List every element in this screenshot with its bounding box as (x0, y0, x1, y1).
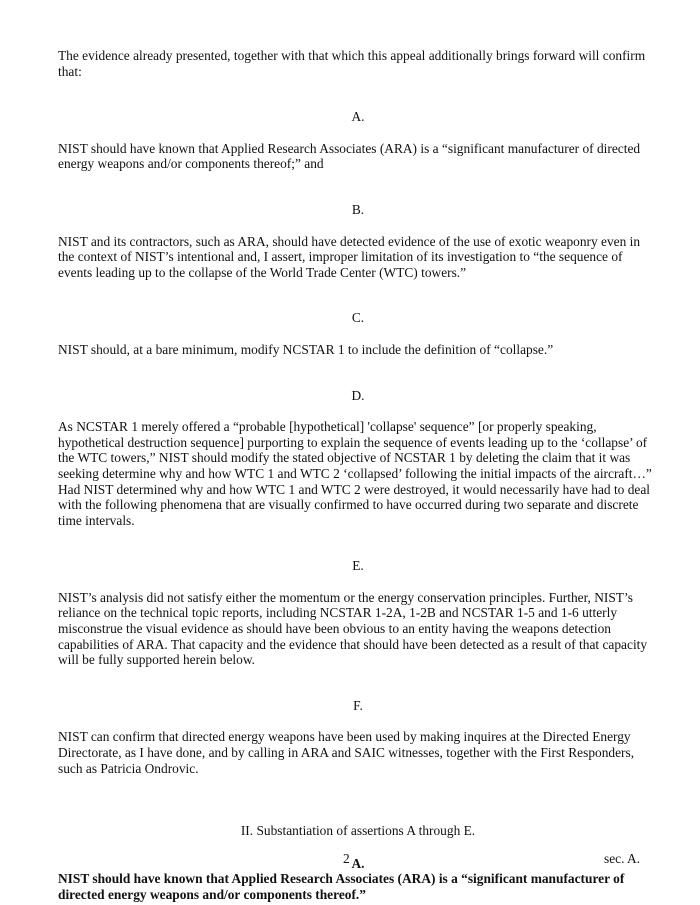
footer-section-label: sec. A. (604, 851, 641, 866)
document-body (58, 48, 658, 903)
item-d-letter: D. (351, 387, 365, 403)
item-f-letter: F. (353, 697, 363, 713)
item-d-text: As NCSTAR 1 merely offered a “probable [hypothetical] 'collapse' sequence” [or properly speaking, hypothetical destruction sequence] purporting to explain the sequence of events leading up to the ‘collapse’ of the WTC towers,” NIST should modify the stated objective of NCSTAR 1 by deleting the claim that it was seeking determine why and how WTC 1 and WTC 2 ‘collapsed’ following the initial impacts of the aircraft…” Had NIST determined why and how WTC 1 and WTC 2 were destroyed, it would necessarily have had to deal with the following phenomena that are visually confirmed to have occurred during two separate and discrete time intervals. (58, 419, 652, 528)
subsection-letter: A. (351, 855, 365, 871)
item-c-text: NIST should, at a bare minimum, modify NCSTAR 1 to include the definition of “collapse.” (58, 341, 554, 357)
item-b-letter: B. (351, 201, 365, 217)
item-a-letter: A. (351, 109, 365, 125)
item-a-text: NIST should have known that Applied Research Associates (ARA) is a “significant manufacturer of directed energy weapons and/or components thereof;” and (58, 140, 641, 172)
item-e-text: NIST’s analysis did not satisfy either the momentum or the energy conservation principles. Further, NIST’s reliance on the technical topic reports, including NCSTAR 1-2A, 1-2B and NCSTAR 1-5 and 1-6 utterly misconstrue the visual evidence as should have been obvious to an entity having the weapons detection capabilities of ARA. That capacity and the evidence that should have been detected as a result of that capacity will be fully supported herein below. (58, 589, 648, 668)
subsection-heading: NIST should have known that Applied Research Associates (ARA) is a “significant manufacturer of directed energy weapons and/or components thereof.” (58, 871, 625, 902)
item-e-letter: E. (352, 558, 364, 574)
section-heading: II. Substantiation of assertions A through E. (240, 823, 476, 839)
item-c-letter: C. (351, 310, 365, 326)
intro-paragraph: The evidence already presented, together with that which this appeal additionally brings forward will confirm that: (58, 48, 646, 79)
item-f-text: NIST can confirm that directed energy weapons have been used by making inquires at the Directed Energy Directorate, as I have done, and by calling in ARA and SAIC witnesses, together with the First Responders, such as Patricia Ondrovic. (58, 729, 635, 776)
page-number: 2 (343, 851, 350, 866)
item-b-text: NIST and its contractors, such as ARA, should have detected evidence of the use of exotic weaponry even in the context of NIST’s intentional and, I assert, improper limitation of its investigation to “the sequence of events leading up to the collapse of the World Trade Center (WTC) towers.” (58, 233, 641, 280)
